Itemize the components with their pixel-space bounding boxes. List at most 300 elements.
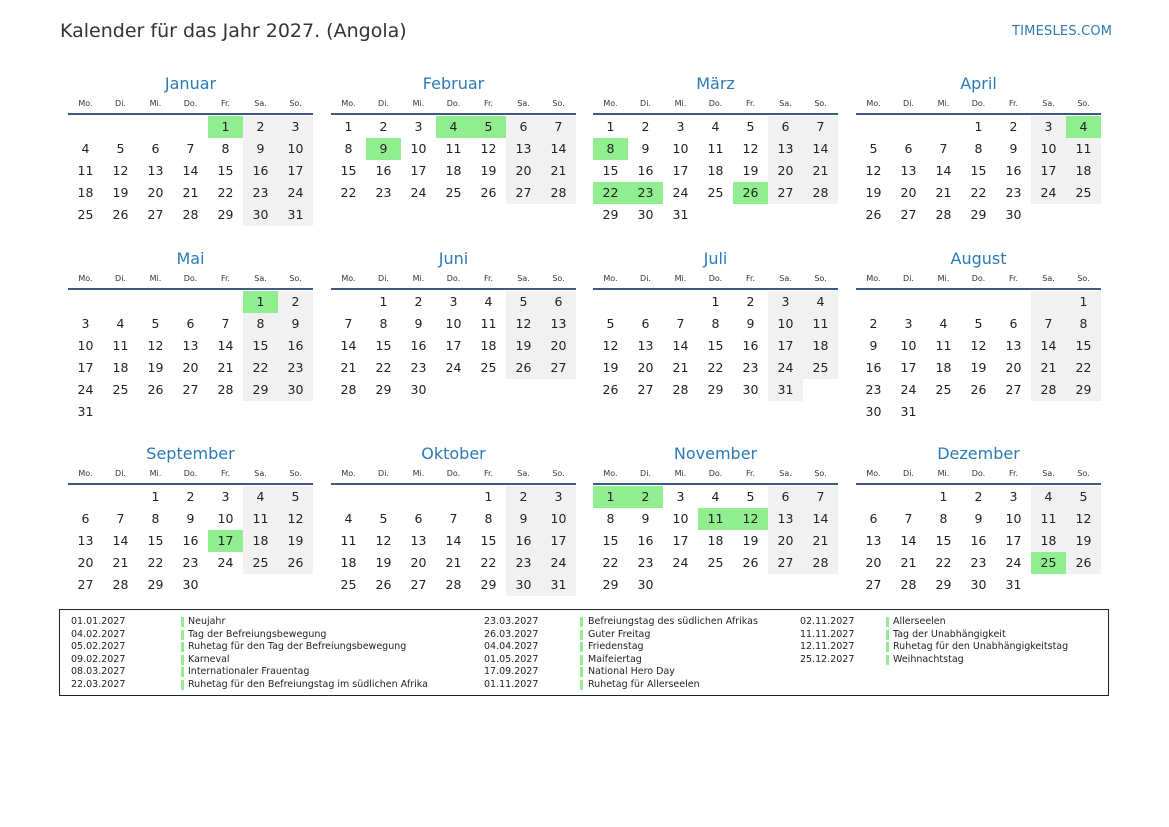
empty-cell [628,291,663,313]
day-cell: 22 [217,185,234,200]
day-cell: 24 [541,552,576,574]
day-cell: 11 [1066,138,1101,160]
day-cell: 30 [742,382,759,397]
day-cell: 21 [1031,357,1066,379]
weekday-label: Fr. [1008,469,1019,478]
weekday-label: Sa. [517,99,530,108]
day-cell: 19 [970,360,987,375]
day-cell: 16 [410,338,427,353]
week-row [593,291,838,313]
week-row [68,401,313,423]
legend-date: 25.12.2027 [800,653,855,665]
day-cell: 11 [112,338,129,353]
day-cell: 7 [541,116,576,138]
week-row [331,291,576,313]
day-cell: 29 [147,577,164,592]
week-row [856,574,1101,596]
day-cell: 27 [900,207,917,222]
empty-cell [768,574,803,596]
weekday-label: Di. [640,274,651,283]
empty-cell [663,291,698,313]
week-row [856,313,1101,335]
day-cell: 9 [278,313,313,335]
legend-date: 17.09.2027 [484,666,539,678]
day-cell: 15 [480,533,497,548]
day-cell: 27 [77,577,94,592]
day-cell: 31 [900,404,917,419]
weekday-label: Do. [446,274,461,283]
weekday-label: So. [289,274,302,283]
day-cell: 30 [182,577,199,592]
empty-cell [208,574,243,596]
day-cell: 24 [77,382,94,397]
day-cell: 5 [746,119,755,134]
day-cell: 23 [742,360,759,375]
day-cell: 14 [1031,335,1066,357]
day-cell: 15 [340,163,357,178]
week-row [331,508,576,530]
day-cell: 11 [480,316,497,331]
empty-cell [926,291,961,313]
empty-cell [331,486,366,508]
holiday-day-cell: 9 [366,138,401,160]
day-cell: 7 [904,511,913,526]
legend-date: 08.03.2027 [71,666,126,678]
day-cell: 21 [112,555,129,570]
day-cell: 13 [541,313,576,335]
day-cell: 17 [1031,160,1066,182]
day-cell: 5 [1066,486,1101,508]
day-cell: 24 [768,357,803,379]
weekday-label: Do. [183,274,198,283]
legend-marker [580,642,583,652]
day-cell: 30 [278,379,313,401]
day-cell: 3 [1009,489,1018,504]
day-cell: 5 [746,489,755,504]
day-cell: 17 [410,163,427,178]
day-cell: 14 [182,163,199,178]
weekday-label: Do. [708,99,723,108]
day-cell: 13 [182,338,199,353]
day-cell: 22 [480,555,497,570]
day-cell: 11 [935,338,952,353]
day-cell: 9 [869,338,878,353]
day-cell: 19 [1066,530,1101,552]
day-cell: 1 [606,119,615,134]
day-cell: 28 [672,382,689,397]
empty-cell [926,116,961,138]
empty-cell [278,574,313,596]
day-cell: 27 [768,552,803,574]
day-cell: 2 [641,119,650,134]
day-cell: 20 [637,360,654,375]
day-cell: 22 [340,185,357,200]
holiday-day-cell: 17 [208,530,243,552]
day-cell: 20 [768,160,803,182]
day-cell: 3 [414,119,423,134]
day-cell: 4 [711,489,720,504]
day-cell: 8 [606,511,615,526]
legend-marker [181,680,184,690]
day-cell: 13 [506,138,541,160]
day-cell: 21 [445,555,462,570]
day-cell: 26 [742,555,759,570]
weekday-label: Di. [378,99,389,108]
day-cell: 26 [480,185,497,200]
day-cell: 4 [484,294,493,309]
week-row [331,530,576,552]
day-cell: 15 [602,163,619,178]
weekday-header [68,95,313,113]
day-cell: 28 [935,207,952,222]
weekday-header [68,270,313,288]
legend-marker [580,667,583,677]
day-cell: 20 [182,360,199,375]
day-cell: 23 [278,357,313,379]
week-row [331,552,576,574]
day-cell: 11 [707,141,724,156]
day-cell: 10 [1005,511,1022,526]
day-cell: 23 [182,555,199,570]
day-cell: 15 [217,163,234,178]
day-cell: 6 [186,316,195,331]
day-cell: 12 [742,141,759,156]
day-cell: 4 [116,316,125,331]
day-cell: 16 [506,530,541,552]
legend-marker [580,617,583,627]
week-row [856,116,1101,138]
weekday-label: Sa. [779,99,792,108]
day-cell: 25 [112,382,129,397]
day-cell: 19 [865,185,882,200]
week-row [856,552,1101,574]
weekday-label: Mi. [937,99,950,108]
week-row [68,574,313,596]
week-row [593,138,838,160]
legend-date: 05.02.2027 [71,641,126,653]
weekday-label: So. [552,469,565,478]
legend-holiday-name: Ruhetag für den Befreiungstag im südlichen Afrika [188,679,428,690]
day-cell: 9 [414,316,423,331]
weekday-label: Fr. [1008,99,1019,108]
day-cell: 8 [484,511,493,526]
weekday-header [331,270,576,288]
day-cell: 1 [711,294,720,309]
weekday-label: Mo. [603,274,618,283]
month-name: August [950,249,1007,268]
empty-cell [856,291,891,313]
day-cell: 7 [344,316,353,331]
month-name: Dezember [937,444,1020,463]
day-cell: 5 [974,316,983,331]
day-cell: 30 [410,382,427,397]
legend-date: 12.11.2027 [800,641,855,653]
month-januar [68,73,313,226]
day-cell: 12 [602,338,619,353]
day-cell: 17 [1005,533,1022,548]
day-cell: 26 [970,382,987,397]
day-cell: 12 [480,141,497,156]
day-cell: 26 [278,552,313,574]
day-cell: 24 [410,185,427,200]
day-cell: 17 [900,360,917,375]
holiday-day-cell: 8 [593,138,628,160]
day-cell: 20 [900,185,917,200]
week-row [68,204,313,226]
empty-cell [243,401,278,423]
day-cell: 2 [746,294,755,309]
empty-cell [366,486,401,508]
day-cell: 6 [869,511,878,526]
day-cell: 1 [939,489,948,504]
empty-cell [698,204,733,226]
legend-date: 04.02.2027 [71,628,126,640]
week-row [68,508,313,530]
weekday-label: Mi. [149,469,162,478]
weekday-label: Fr. [483,99,494,108]
weekday-label: So. [814,469,827,478]
day-cell: 13 [77,533,94,548]
empty-cell [401,486,436,508]
weekday-label: Mo. [341,469,356,478]
week-row [68,291,313,313]
weekday-label: Mi. [674,469,687,478]
day-cell: 6 [768,486,803,508]
week-row [331,182,576,204]
day-cell: 6 [81,511,90,526]
empty-cell [506,379,541,401]
day-cell: 23 [506,552,541,574]
day-cell: 23 [243,182,278,204]
day-cell: 16 [637,533,654,548]
day-cell: 21 [217,360,234,375]
empty-cell [471,379,506,401]
empty-cell [208,401,243,423]
weekday-label: Sa. [1042,469,1055,478]
day-cell: 14 [672,338,689,353]
weekday-label: So. [814,99,827,108]
day-cell: 29 [243,379,278,401]
day-cell: 3 [81,316,90,331]
weekday-label: So. [814,274,827,283]
empty-cell [103,401,138,423]
weekday-label: Do. [971,99,986,108]
legend-holiday-name: Allerseelen [893,616,946,627]
weekday-header [68,465,313,483]
day-cell: 21 [340,360,357,375]
brand-link[interactable]: TIMESLES.COM [1012,24,1113,39]
day-cell: 16 [742,338,759,353]
day-cell: 14 [803,138,838,160]
weekday-label: Mo. [341,274,356,283]
holiday-legend [59,609,1109,696]
day-cell: 3 [676,489,685,504]
day-cell: 18 [1066,160,1101,182]
day-cell: 9 [186,511,195,526]
weekday-label: Di. [903,469,914,478]
day-cell: 10 [410,141,427,156]
day-cell: 20 [410,555,427,570]
holiday-day-cell: 1 [208,116,243,138]
day-cell: 21 [672,360,689,375]
legend-holiday-name: Ruhetag für Allerseelen [588,679,700,690]
day-cell: 16 [375,163,392,178]
day-cell: 8 [379,316,388,331]
week-row [856,335,1101,357]
day-cell: 22 [935,555,952,570]
weekday-label: Di. [115,274,126,283]
day-cell: 2 [186,489,195,504]
week-row [593,357,838,379]
day-cell: 27 [541,357,576,379]
day-cell: 18 [707,163,724,178]
weekday-header [856,465,1101,483]
day-cell: 11 [1031,508,1066,530]
day-cell: 17 [445,338,462,353]
weekday-label: Mo. [78,274,93,283]
weekday-label: So. [289,469,302,478]
month-juni [331,248,576,401]
day-cell: 17 [541,530,576,552]
day-cell: 24 [1005,555,1022,570]
legend-marker [181,617,184,627]
holiday-day-cell: 4 [436,116,471,138]
legend-holiday-name: Ruhetag für den Unabhängigkeitstag [893,641,1069,653]
empty-cell [331,291,366,313]
day-cell: 12 [970,338,987,353]
weekday-header [593,465,838,483]
week-row [331,379,576,401]
empty-cell [541,379,576,401]
weekday-label: Mi. [412,99,425,108]
empty-cell [961,291,996,313]
legend-date: 23.03.2027 [484,616,539,627]
day-cell: 25 [77,207,94,222]
month-märz [593,73,838,226]
empty-cell [68,486,103,508]
day-cell: 23 [865,382,882,397]
day-cell: 20 [506,160,541,182]
day-cell: 1 [379,294,388,309]
day-cell: 3 [221,489,230,504]
day-cell: 19 [742,533,759,548]
day-cell: 16 [1005,163,1022,178]
month-name: Juli [703,249,728,268]
empty-cell [803,204,838,226]
day-cell: 13 [410,533,427,548]
day-cell: 28 [112,577,129,592]
weekday-label: Do. [446,469,461,478]
day-cell: 17 [278,160,313,182]
month-name: März [696,74,735,93]
day-cell: 1 [151,489,160,504]
day-cell: 3 [904,316,913,331]
day-cell: 14 [445,533,462,548]
day-cell: 29 [970,207,987,222]
empty-cell [138,116,173,138]
day-cell: 10 [672,141,689,156]
day-cell: 7 [1031,313,1066,335]
day-cell: 7 [186,141,195,156]
day-cell: 25 [480,360,497,375]
legend-holiday-name: Guter Freitag [588,628,651,640]
day-cell: 1 [344,119,353,134]
day-cell: 14 [935,163,952,178]
day-cell: 23 [410,360,427,375]
day-cell: 5 [606,316,615,331]
day-cell: 31 [77,404,94,419]
legend-marker [181,630,184,640]
day-cell: 28 [445,577,462,592]
legend-marker [580,680,583,690]
day-cell: 10 [900,338,917,353]
day-cell: 4 [711,119,720,134]
day-cell: 14 [217,338,234,353]
week-row [856,160,1101,182]
day-cell: 18 [445,163,462,178]
holiday-day-cell: 11 [698,508,733,530]
day-cell: 24 [672,185,689,200]
week-row [331,160,576,182]
week-row [593,182,838,204]
empty-cell [173,116,208,138]
day-cell: 2 [974,489,983,504]
week-row [856,379,1101,401]
month-november [593,443,838,596]
legend-holiday-name: Friedenstag [588,641,644,653]
legend-marker [580,630,583,640]
week-row [331,574,576,596]
day-cell: 22 [375,360,392,375]
day-cell: 6 [768,116,803,138]
day-cell: 9 [641,511,650,526]
day-cell: 19 [375,555,392,570]
empty-cell [103,486,138,508]
weekday-header [331,465,576,483]
week-row [593,552,838,574]
weekday-label: Mo. [341,99,356,108]
weekday-label: So. [289,99,302,108]
weekday-label: Fr. [745,99,756,108]
day-cell: 26 [602,382,619,397]
legend-date: 02.11.2027 [800,616,855,627]
day-cell: 28 [900,577,917,592]
legend-date: 01.05.2027 [484,653,539,665]
week-row [331,313,576,335]
month-name: Mai [176,249,205,268]
day-cell: 12 [375,533,392,548]
day-cell: 18 [340,555,357,570]
day-cell: 20 [865,555,882,570]
day-cell: 8 [344,141,353,156]
week-row [68,530,313,552]
empty-cell [856,486,891,508]
week-row [593,574,838,596]
week-row [593,379,838,401]
day-cell: 4 [344,511,353,526]
day-cell: 26 [865,207,882,222]
legend-date: 01.01.2027 [71,616,126,627]
day-cell: 8 [221,141,230,156]
week-row [331,138,576,160]
day-cell: 27 [768,182,803,204]
day-cell: 29 [707,382,724,397]
day-cell: 16 [182,533,199,548]
weekday-label: Sa. [517,274,530,283]
day-cell: 8 [243,313,278,335]
day-cell: 31 [1005,577,1022,592]
day-cell: 15 [707,338,724,353]
